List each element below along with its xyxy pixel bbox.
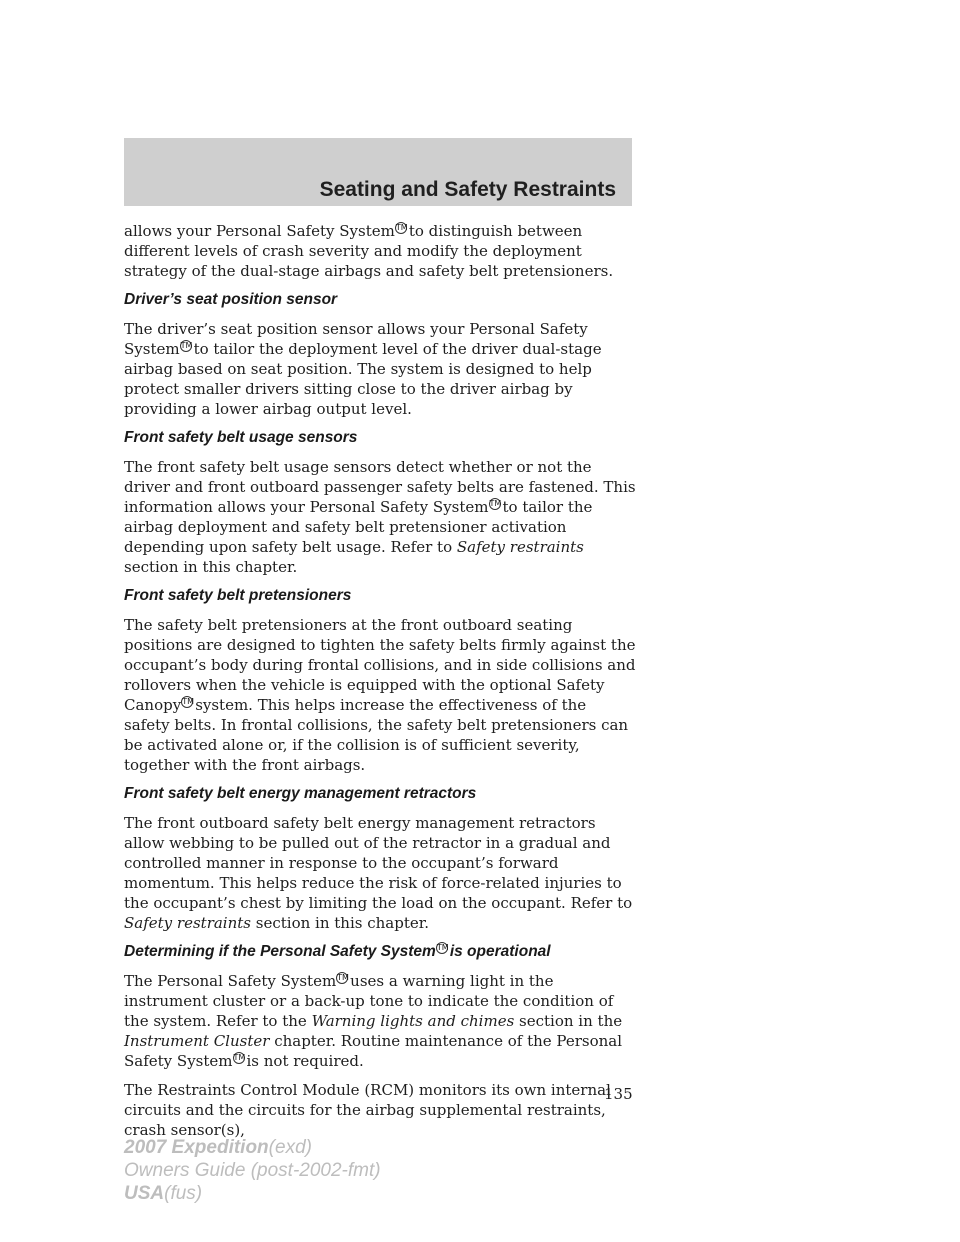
text-run: The Restraints Control Module (RCM) monitors its own internal circuits and the circuits for the airbag supplemental restraints, crash sensor(s), (124, 1081, 611, 1140)
footer-market: USA (124, 1183, 165, 1204)
paragraph (124, 221, 636, 281)
cross-reference: Safety restraints (124, 914, 251, 932)
section-heading (124, 586, 636, 606)
cross-reference: Safety restraints (456, 538, 584, 556)
text-run: Driver’s seat position sensor (124, 291, 338, 308)
text-run: Front safety belt pretensioners (124, 587, 352, 604)
cross-reference: Warning lights and chimes (311, 1012, 515, 1031)
text-run: Front safety belt energy management retractors (124, 785, 477, 802)
paragraph (124, 615, 636, 775)
trademark-symbol: TM (180, 341, 193, 350)
footer-line-3 (124, 1182, 381, 1205)
text-run: to distinguish between different levels of crash severity and modify the deployment strategy of the dual-stage airbags and safety belt pretensioners. (124, 222, 614, 280)
page-number: 135 (604, 1085, 633, 1103)
paragraph (124, 319, 636, 419)
text-run: The Personal Safety System (124, 972, 337, 991)
text-run: The front safety belt usage sensors detect whether or not the driver and front outboard passenger safety belts are fastened. This information allows your Personal Safety System (124, 458, 636, 516)
section-heading (124, 290, 636, 310)
trademark-symbol: TM (233, 1053, 246, 1063)
paragraph (124, 813, 636, 933)
text-run: section in this chapter. (251, 914, 430, 932)
text-run: The front outboard safety belt energy management retractors allow webbing to be pulled out of the retractor in a gradual and controlled manner in response to the occupant’s forward momentum. This helps reduce the risk of force-related injuries to the occupant’s chest by limiting the load on the occupant. Refer to (124, 814, 633, 912)
section-title: Seating and Safety Restraints (319, 178, 616, 201)
paragraph (124, 971, 636, 1071)
paragraph (124, 1080, 636, 1140)
text-run: is operational (449, 943, 551, 961)
section-heading (124, 428, 636, 448)
text-run: chapter. Routine maintenance of the Personal Safety System (124, 1032, 622, 1071)
text-run: Front safety belt usage sensors (124, 429, 358, 446)
text-run: Determining if the Personal Safety System (124, 943, 436, 961)
trademark-symbol: TM (395, 223, 408, 232)
text-run: section in this chapter. (124, 558, 298, 576)
footer-line-2: Owners Guide (post-2002-fmt) (124, 1160, 381, 1181)
trademark-symbol: TM (436, 943, 449, 952)
page-body (124, 221, 636, 1149)
text-run: system. This helps increase the effectiveness of the safety belts. In frontal collisions, the safety belt pretensioners can be activated alone or, if the collision is of sufficient severity, together with the front airbags. (124, 696, 629, 774)
footer-market-code: (fus) (164, 1183, 203, 1204)
trademark-symbol: TM (337, 973, 349, 983)
text-run: The driver’s seat position sensor allows your Personal Safety System (124, 320, 588, 358)
text-run: The safety belt pretensioners at the front outboard seating positions are designed to tighten the safety belts firmly against the occupant’s body during frontal collisions, and in side collisions and rollovers when the vehicle is equipped with the optional Safety Canopy (124, 616, 636, 714)
text-run: is not required. (246, 1052, 364, 1071)
section-heading (124, 942, 636, 962)
document-footer (124, 1136, 381, 1205)
section-heading (124, 784, 636, 804)
footer-line-1 (124, 1136, 381, 1159)
section-header-band (124, 138, 632, 206)
footer-model: 2007 Expedition (124, 1137, 269, 1158)
text-run: section in the (514, 1012, 623, 1031)
footer-model-code: (exd) (268, 1137, 312, 1158)
cross-reference: Instrument Cluster (124, 1032, 270, 1051)
text-run: allows your Personal Safety System (124, 222, 395, 240)
text-run: to tailor the airbag deployment and safety belt pretensioner activation depending upon safety belt usage. Refer to (124, 498, 593, 556)
text-run: uses a warning light in the instrument cluster or a back-up tone to indicate the condition of the system. Refer to the (124, 972, 614, 1031)
text-run: to tailor the deployment level of the driver dual-stage airbag based on seat position. The system is designed to help protect smaller drivers sitting close to the driver airbag by providing a lower airbag output level. (124, 340, 602, 418)
paragraph (124, 457, 636, 577)
trademark-symbol: TM (182, 697, 194, 706)
trademark-symbol: TM (489, 499, 502, 508)
